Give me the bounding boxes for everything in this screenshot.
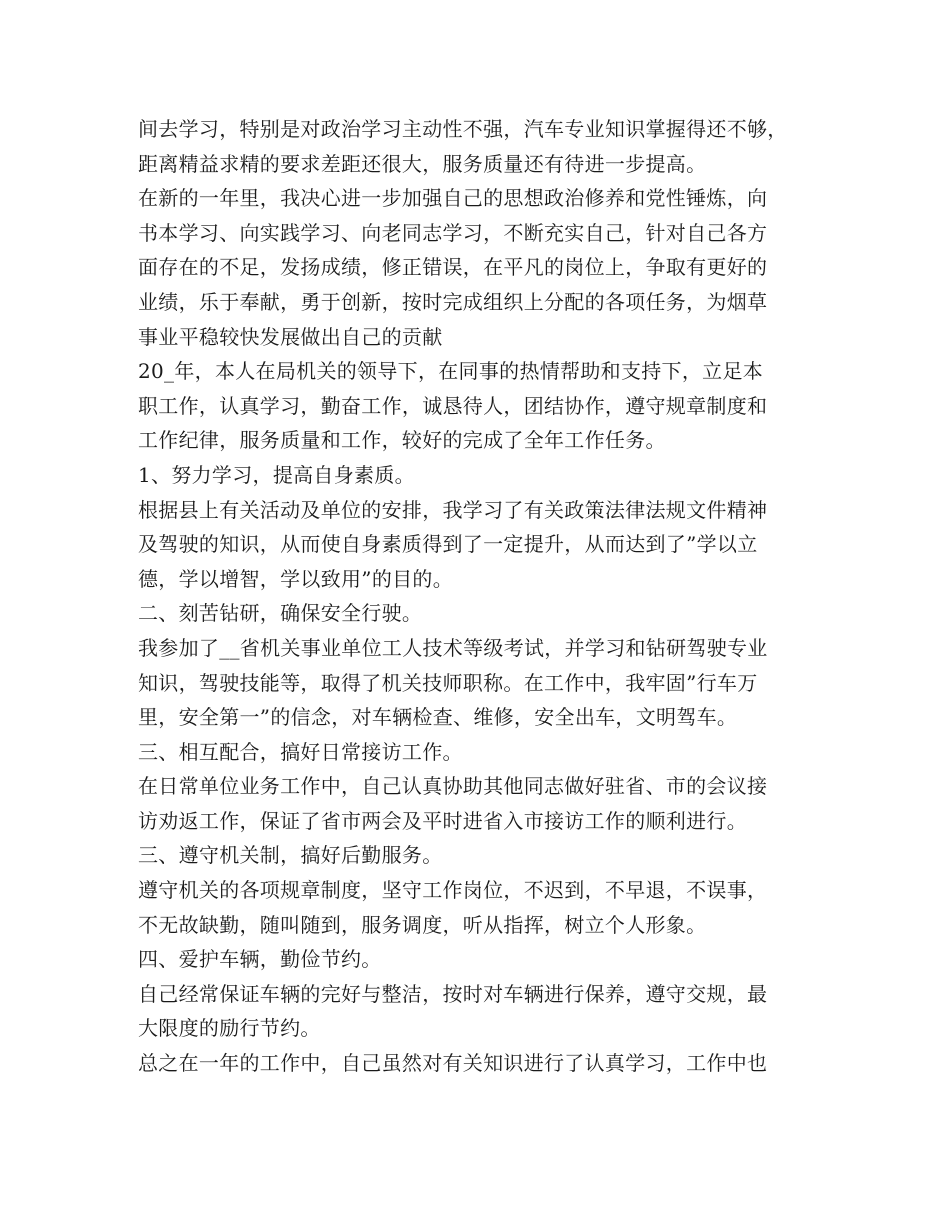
text-line: 间去学习，特别是对政治学习主动性不强，汽车专业知识掌握得还不够， bbox=[138, 117, 788, 141]
text-line: 工作纪律，服务质量和工作，较好的完成了全年工作任务。 bbox=[138, 428, 666, 453]
text-line: 职工作，认真学习，勤奋工作，诚恳待人，团结协作，遵守规章制度和 bbox=[138, 393, 768, 418]
text-line: 20_年，本人在局机关的领导下，在同事的热情帮助和支持下，立足本 bbox=[138, 359, 764, 384]
text-line: 自己经常保证车辆的完好与整洁，按时对车辆进行保养，遵守交规，最 bbox=[138, 981, 768, 1006]
text-line: 面存在的不足，发扬成绩，修正错误，在平凡的岗位上，争取有更好的 bbox=[138, 255, 768, 280]
text-line: 不无故缺勤，随叫随到，服务调度，听从指挥，树立个人形象。 bbox=[138, 912, 707, 937]
text-line: 书本学习、向实践学习、向老同志学习，不断充实自己，针对自己各方 bbox=[138, 220, 768, 245]
section-heading: 三、相互配合，搞好日常接访工作。 bbox=[138, 739, 463, 764]
text-line: 及驾驶的知识，从而使自身素质得到了一定提升，从而达到了”学以立 bbox=[138, 532, 758, 557]
text-line: 总之在一年的工作中，自己虽然对有关知识进行了认真学习，工作中也 bbox=[138, 1051, 768, 1076]
text-line: 在日常单位业务工作中，自己认真协助其他同志做好驻省、市的会议接 bbox=[138, 774, 768, 799]
text-line: 业绩，乐于奉献，勇于创新，按时完成组织上分配的各项任务，为烟草 bbox=[138, 289, 768, 314]
text-line: 事业平稳较快发展做出自己的贡献 bbox=[138, 324, 443, 349]
section-heading: 三、遵守机关制，搞好后勤服务。 bbox=[138, 843, 443, 868]
text-line: 德，学以增智，学以致用”的目的。 bbox=[138, 566, 454, 591]
text-line: 里，安全第一”的信念，对车辆检查、维修，安全出车，文明驾车。 bbox=[138, 705, 738, 730]
text-line: 访劝返工作，保证了省市两会及平时进省入市接访工作的顺利进行。 bbox=[138, 808, 747, 833]
text-line: 我参加了__省机关事业单位工人技术等级考试，并学习和钻研驾驶专业 bbox=[138, 635, 768, 660]
text-line: 知识，驾驶技能等，取得了机关技师职称。在工作中，我牢固”行车万 bbox=[138, 670, 758, 695]
text-line: 距离精益求精的要求差距还很大，服务质量还有待进一步提高。 bbox=[138, 151, 707, 176]
text-line: 在新的一年里，我决心进一步加强自己的思想政治修养和党性锤炼，向 bbox=[138, 186, 768, 211]
section-heading: 1、努力学习，提高自身素质。 bbox=[138, 462, 415, 487]
text-line: 根据县上有关活动及单位的安排，我学习了有关政策法律法规文件精神 bbox=[138, 497, 768, 522]
text-line: 遵守机关的各项规章制度，坚守工作岗位，不迟到，不早退，不误事， bbox=[138, 878, 768, 903]
section-heading: 二、刻苦钻研，确保安全行驶。 bbox=[138, 601, 423, 626]
text-line: 大限度的励行节约。 bbox=[138, 1016, 321, 1041]
document-body bbox=[138, 112, 828, 1081]
section-heading: 四、爱护车辆，勤俭节约。 bbox=[138, 947, 382, 972]
